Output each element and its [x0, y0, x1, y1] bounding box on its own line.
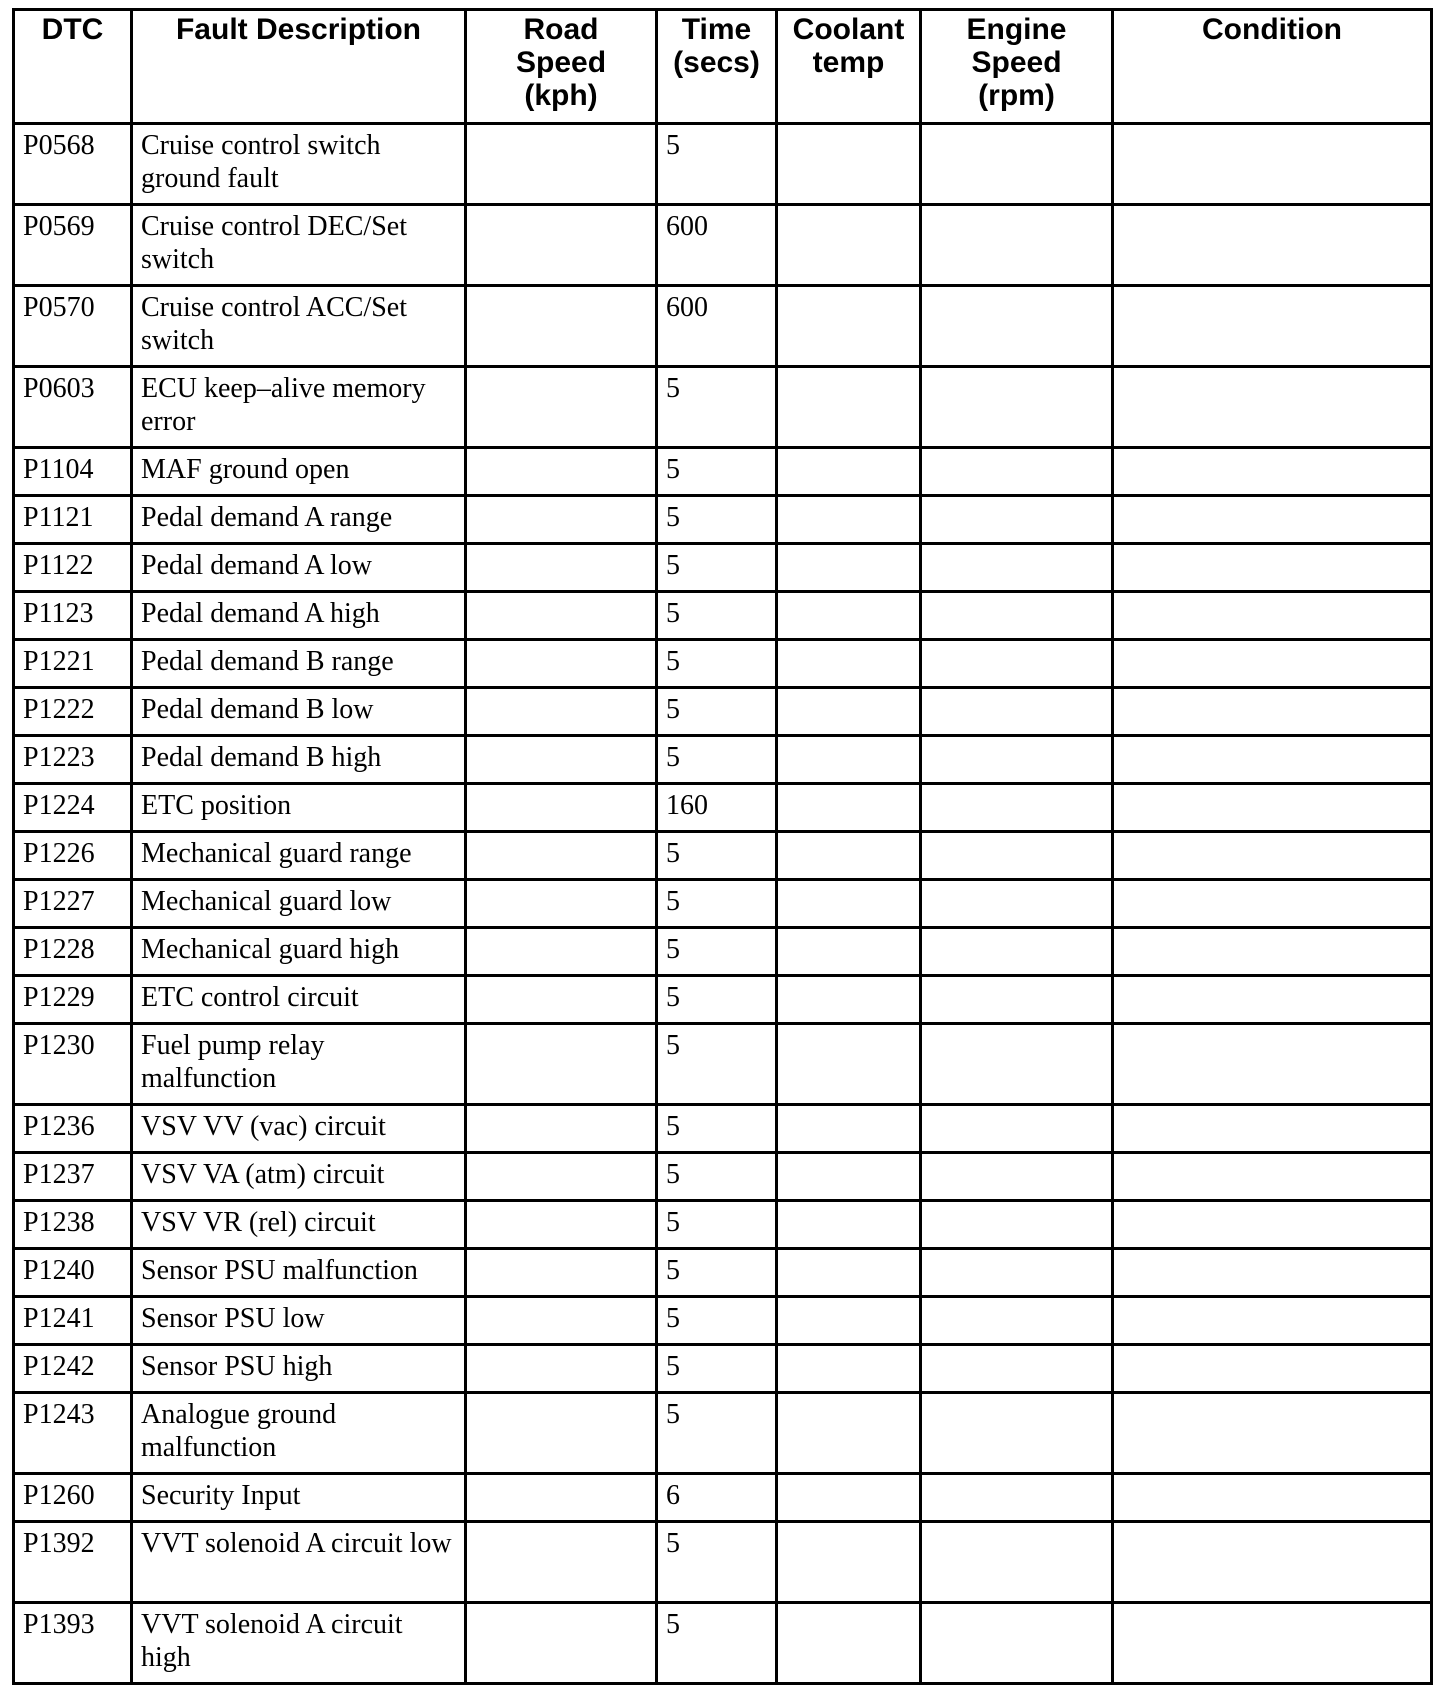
engine-speed-cell	[921, 1153, 1113, 1201]
table-row	[14, 832, 1432, 880]
condition-cell	[1113, 1249, 1432, 1297]
road-speed-cell	[466, 1153, 657, 1201]
dtc-cell: P1238	[14, 1201, 132, 1249]
dtc-cell: P1236	[14, 1105, 132, 1153]
table-row	[14, 736, 1432, 784]
fault-description-cell: ETC control circuit	[132, 976, 466, 1024]
dtc-cell: P1223	[14, 736, 132, 784]
fault-description-cell: Pedal demand B range	[132, 640, 466, 688]
fault-description-cell: Pedal demand B low	[132, 688, 466, 736]
engine-speed-cell	[921, 1201, 1113, 1249]
fault-description-cell: Sensor PSU low	[132, 1297, 466, 1345]
header-dtc	[14, 10, 132, 124]
time-cell: 5	[657, 1522, 777, 1603]
road-speed-cell	[466, 1474, 657, 1522]
coolant-temp-cell	[777, 1522, 921, 1603]
condition-cell	[1113, 1345, 1432, 1393]
dtc-cell: P1123	[14, 592, 132, 640]
dtc-cell: P1237	[14, 1153, 132, 1201]
time-cell: 5	[657, 448, 777, 496]
table-row	[14, 124, 1432, 205]
header-road-speed	[466, 10, 657, 124]
engine-speed-cell	[921, 1249, 1113, 1297]
dtc-cell: P1224	[14, 784, 132, 832]
dtc-cell: P1222	[14, 688, 132, 736]
road-speed-cell	[466, 928, 657, 976]
table-row	[14, 640, 1432, 688]
header-line: Condition	[1202, 13, 1342, 46]
dtc-cell: P1104	[14, 448, 132, 496]
fault-description-cell: Mechanical guard low	[132, 880, 466, 928]
condition-cell	[1113, 640, 1432, 688]
header-line: Speed	[515, 46, 607, 79]
header-line: (secs)	[673, 46, 760, 79]
road-speed-cell	[466, 688, 657, 736]
time-cell: 5	[657, 1105, 777, 1153]
header-line: Coolant	[792, 13, 905, 46]
fault-description-cell: Analogue ground malfunction	[132, 1393, 466, 1474]
road-speed-cell	[466, 736, 657, 784]
time-cell: 600	[657, 205, 777, 286]
time-cell: 5	[657, 544, 777, 592]
road-speed-cell	[466, 1393, 657, 1474]
time-cell: 5	[657, 1153, 777, 1201]
road-speed-cell	[466, 1522, 657, 1603]
header-line: Engine	[966, 13, 1067, 46]
fault-description-cell: Mechanical guard range	[132, 832, 466, 880]
road-speed-cell	[466, 880, 657, 928]
dtc-cell: P0570	[14, 286, 132, 367]
time-cell: 5	[657, 832, 777, 880]
road-speed-cell	[466, 1201, 657, 1249]
header-line: (rpm)	[978, 79, 1055, 112]
road-speed-cell	[466, 205, 657, 286]
coolant-temp-cell	[777, 1297, 921, 1345]
time-cell: 5	[657, 688, 777, 736]
coolant-temp-cell	[777, 1201, 921, 1249]
table-row	[14, 1393, 1432, 1474]
condition-cell	[1113, 205, 1432, 286]
condition-cell	[1113, 1105, 1432, 1153]
dtc-cell: P1241	[14, 1297, 132, 1345]
coolant-temp-cell	[777, 124, 921, 205]
fault-description-cell: Sensor PSU high	[132, 1345, 466, 1393]
road-speed-cell	[466, 976, 657, 1024]
fault-description-cell: VVT solenoid A circuit high	[132, 1603, 466, 1684]
condition-cell	[1113, 1603, 1432, 1684]
engine-speed-cell	[921, 688, 1113, 736]
road-speed-cell	[466, 1345, 657, 1393]
road-speed-cell	[466, 367, 657, 448]
coolant-temp-cell	[777, 928, 921, 976]
road-speed-cell	[466, 1105, 657, 1153]
coolant-temp-cell	[777, 688, 921, 736]
condition-cell	[1113, 1474, 1432, 1522]
header-line: temp	[812, 46, 885, 79]
engine-speed-cell	[921, 1393, 1113, 1474]
engine-speed-cell	[921, 1024, 1113, 1105]
engine-speed-cell	[921, 880, 1113, 928]
fault-description-cell: Cruise control switch ground fault	[132, 124, 466, 205]
condition-cell	[1113, 124, 1432, 205]
engine-speed-cell	[921, 1105, 1113, 1153]
coolant-temp-cell	[777, 1603, 921, 1684]
dtc-cell: P0603	[14, 367, 132, 448]
time-cell: 160	[657, 784, 777, 832]
dtc-cell: P1121	[14, 496, 132, 544]
table-row	[14, 1297, 1432, 1345]
dtc-cell: P0569	[14, 205, 132, 286]
condition-cell	[1113, 1393, 1432, 1474]
time-cell: 6	[657, 1474, 777, 1522]
table-row	[14, 1249, 1432, 1297]
condition-cell	[1113, 448, 1432, 496]
engine-speed-cell	[921, 496, 1113, 544]
engine-speed-cell	[921, 832, 1113, 880]
condition-cell	[1113, 1201, 1432, 1249]
table-row	[14, 976, 1432, 1024]
condition-cell	[1113, 928, 1432, 976]
table-row	[14, 1105, 1432, 1153]
coolant-temp-cell	[777, 592, 921, 640]
road-speed-cell	[466, 496, 657, 544]
header-line: Road	[523, 13, 599, 46]
coolant-temp-cell	[777, 496, 921, 544]
fault-description-cell: VVT solenoid A circuit low	[132, 1522, 466, 1603]
dtc-cell: P1228	[14, 928, 132, 976]
coolant-temp-cell	[777, 832, 921, 880]
fault-description-cell: VSV VA (atm) circuit	[132, 1153, 466, 1201]
coolant-temp-cell	[777, 976, 921, 1024]
dtc-cell: P1242	[14, 1345, 132, 1393]
engine-speed-cell	[921, 976, 1113, 1024]
dtc-cell: P1243	[14, 1393, 132, 1474]
dtc-cell: P1226	[14, 832, 132, 880]
fault-description-cell: Pedal demand A low	[132, 544, 466, 592]
coolant-temp-cell	[777, 1024, 921, 1105]
road-speed-cell	[466, 124, 657, 205]
dtc-table	[12, 8, 1433, 1685]
dtc-cell: P1230	[14, 1024, 132, 1105]
table-row	[14, 1345, 1432, 1393]
time-cell: 5	[657, 640, 777, 688]
fault-description-cell: Fuel pump relay malfunction	[132, 1024, 466, 1105]
table-row	[14, 448, 1432, 496]
time-cell: 5	[657, 880, 777, 928]
engine-speed-cell	[921, 928, 1113, 976]
fault-description-cell: VSV VR (rel) circuit	[132, 1201, 466, 1249]
engine-speed-cell	[921, 784, 1113, 832]
condition-cell	[1113, 1522, 1432, 1603]
condition-cell	[1113, 976, 1432, 1024]
table-row	[14, 205, 1432, 286]
table-row	[14, 367, 1432, 448]
header-time	[657, 10, 777, 124]
coolant-temp-cell	[777, 544, 921, 592]
table-row	[14, 928, 1432, 976]
dtc-cell: P1122	[14, 544, 132, 592]
table-row	[14, 544, 1432, 592]
table-row	[14, 592, 1432, 640]
coolant-temp-cell	[777, 880, 921, 928]
header-engine-speed	[921, 10, 1113, 124]
condition-cell	[1113, 367, 1432, 448]
coolant-temp-cell	[777, 1153, 921, 1201]
fault-description-cell: Pedal demand B high	[132, 736, 466, 784]
time-cell: 5	[657, 1603, 777, 1684]
dtc-cell: P1393	[14, 1603, 132, 1684]
table-row	[14, 880, 1432, 928]
engine-speed-cell	[921, 1603, 1113, 1684]
condition-cell	[1113, 1153, 1432, 1201]
road-speed-cell	[466, 592, 657, 640]
time-cell: 5	[657, 1297, 777, 1345]
engine-speed-cell	[921, 448, 1113, 496]
road-speed-cell	[466, 1603, 657, 1684]
engine-speed-cell	[921, 592, 1113, 640]
road-speed-cell	[466, 640, 657, 688]
dtc-cell: P1227	[14, 880, 132, 928]
coolant-temp-cell	[777, 1105, 921, 1153]
header-line: Time	[681, 13, 752, 46]
dtc-cell: P1260	[14, 1474, 132, 1522]
time-cell: 5	[657, 124, 777, 205]
time-cell: 5	[657, 592, 777, 640]
table-row	[14, 1474, 1432, 1522]
coolant-temp-cell	[777, 205, 921, 286]
table-row	[14, 1153, 1432, 1201]
time-cell: 5	[657, 496, 777, 544]
time-cell: 5	[657, 1024, 777, 1105]
fault-description-cell: Security Input	[132, 1474, 466, 1522]
coolant-temp-cell	[777, 640, 921, 688]
header-coolant-temp	[777, 10, 921, 124]
time-cell: 5	[657, 976, 777, 1024]
header-row	[14, 10, 1432, 124]
engine-speed-cell	[921, 1522, 1113, 1603]
table-row	[14, 1522, 1432, 1603]
time-cell: 5	[657, 1345, 777, 1393]
road-speed-cell	[466, 1024, 657, 1105]
road-speed-cell	[466, 1297, 657, 1345]
condition-cell	[1113, 1297, 1432, 1345]
header-line: Speed	[971, 46, 1062, 79]
condition-cell	[1113, 880, 1432, 928]
condition-cell	[1113, 544, 1432, 592]
coolant-temp-cell	[777, 1393, 921, 1474]
dtc-cell: P1221	[14, 640, 132, 688]
road-speed-cell	[466, 448, 657, 496]
coolant-temp-cell	[777, 448, 921, 496]
fault-description-cell: Cruise control DEC/Set switch	[132, 205, 466, 286]
engine-speed-cell	[921, 544, 1113, 592]
condition-cell	[1113, 688, 1432, 736]
engine-speed-cell	[921, 1297, 1113, 1345]
dtc-cell: P1392	[14, 1522, 132, 1603]
engine-speed-cell	[921, 205, 1113, 286]
time-cell: 5	[657, 928, 777, 976]
time-cell: 5	[657, 367, 777, 448]
condition-cell	[1113, 592, 1432, 640]
dtc-table-container	[12, 8, 1430, 1673]
fault-description-cell: Sensor PSU malfunction	[132, 1249, 466, 1297]
fault-description-cell: ECU keep–alive memory error	[132, 367, 466, 448]
engine-speed-cell	[921, 640, 1113, 688]
header-line: Fault Description	[175, 13, 422, 46]
engine-speed-cell	[921, 286, 1113, 367]
time-cell: 5	[657, 736, 777, 784]
road-speed-cell	[466, 784, 657, 832]
header-condition	[1113, 10, 1432, 124]
fault-description-cell: VSV VV (vac) circuit	[132, 1105, 466, 1153]
time-cell: 600	[657, 286, 777, 367]
time-cell: 5	[657, 1201, 777, 1249]
dtc-cell: P0568	[14, 124, 132, 205]
dtc-cell: P1240	[14, 1249, 132, 1297]
condition-cell	[1113, 784, 1432, 832]
header-line: DTC	[41, 13, 104, 46]
fault-description-cell: Pedal demand A high	[132, 592, 466, 640]
fault-description-cell: Cruise control ACC/Set switch	[132, 286, 466, 367]
table-row	[14, 688, 1432, 736]
condition-cell	[1113, 496, 1432, 544]
road-speed-cell	[466, 1249, 657, 1297]
coolant-temp-cell	[777, 286, 921, 367]
table-row	[14, 784, 1432, 832]
time-cell: 5	[657, 1249, 777, 1297]
fault-description-cell: ETC position	[132, 784, 466, 832]
coolant-temp-cell	[777, 1474, 921, 1522]
road-speed-cell	[466, 544, 657, 592]
header-fault-description	[132, 10, 466, 124]
table-row	[14, 1201, 1432, 1249]
coolant-temp-cell	[777, 1249, 921, 1297]
engine-speed-cell	[921, 1474, 1113, 1522]
engine-speed-cell	[921, 736, 1113, 784]
table-header	[14, 10, 1432, 124]
road-speed-cell	[466, 286, 657, 367]
road-speed-cell	[466, 832, 657, 880]
condition-cell	[1113, 736, 1432, 784]
fault-description-cell: Mechanical guard high	[132, 928, 466, 976]
table-body	[14, 124, 1432, 1684]
header-line: (kph)	[524, 79, 598, 112]
table-row	[14, 1603, 1432, 1684]
table-row	[14, 496, 1432, 544]
table-row	[14, 286, 1432, 367]
coolant-temp-cell	[777, 367, 921, 448]
engine-speed-cell	[921, 124, 1113, 205]
engine-speed-cell	[921, 1345, 1113, 1393]
table-row	[14, 1024, 1432, 1105]
fault-description-cell: MAF ground open	[132, 448, 466, 496]
coolant-temp-cell	[777, 784, 921, 832]
condition-cell	[1113, 832, 1432, 880]
dtc-cell: P1229	[14, 976, 132, 1024]
fault-description-cell: Pedal demand A range	[132, 496, 466, 544]
time-cell: 5	[657, 1393, 777, 1474]
condition-cell	[1113, 286, 1432, 367]
engine-speed-cell	[921, 367, 1113, 448]
coolant-temp-cell	[777, 1345, 921, 1393]
coolant-temp-cell	[777, 736, 921, 784]
condition-cell	[1113, 1024, 1432, 1105]
